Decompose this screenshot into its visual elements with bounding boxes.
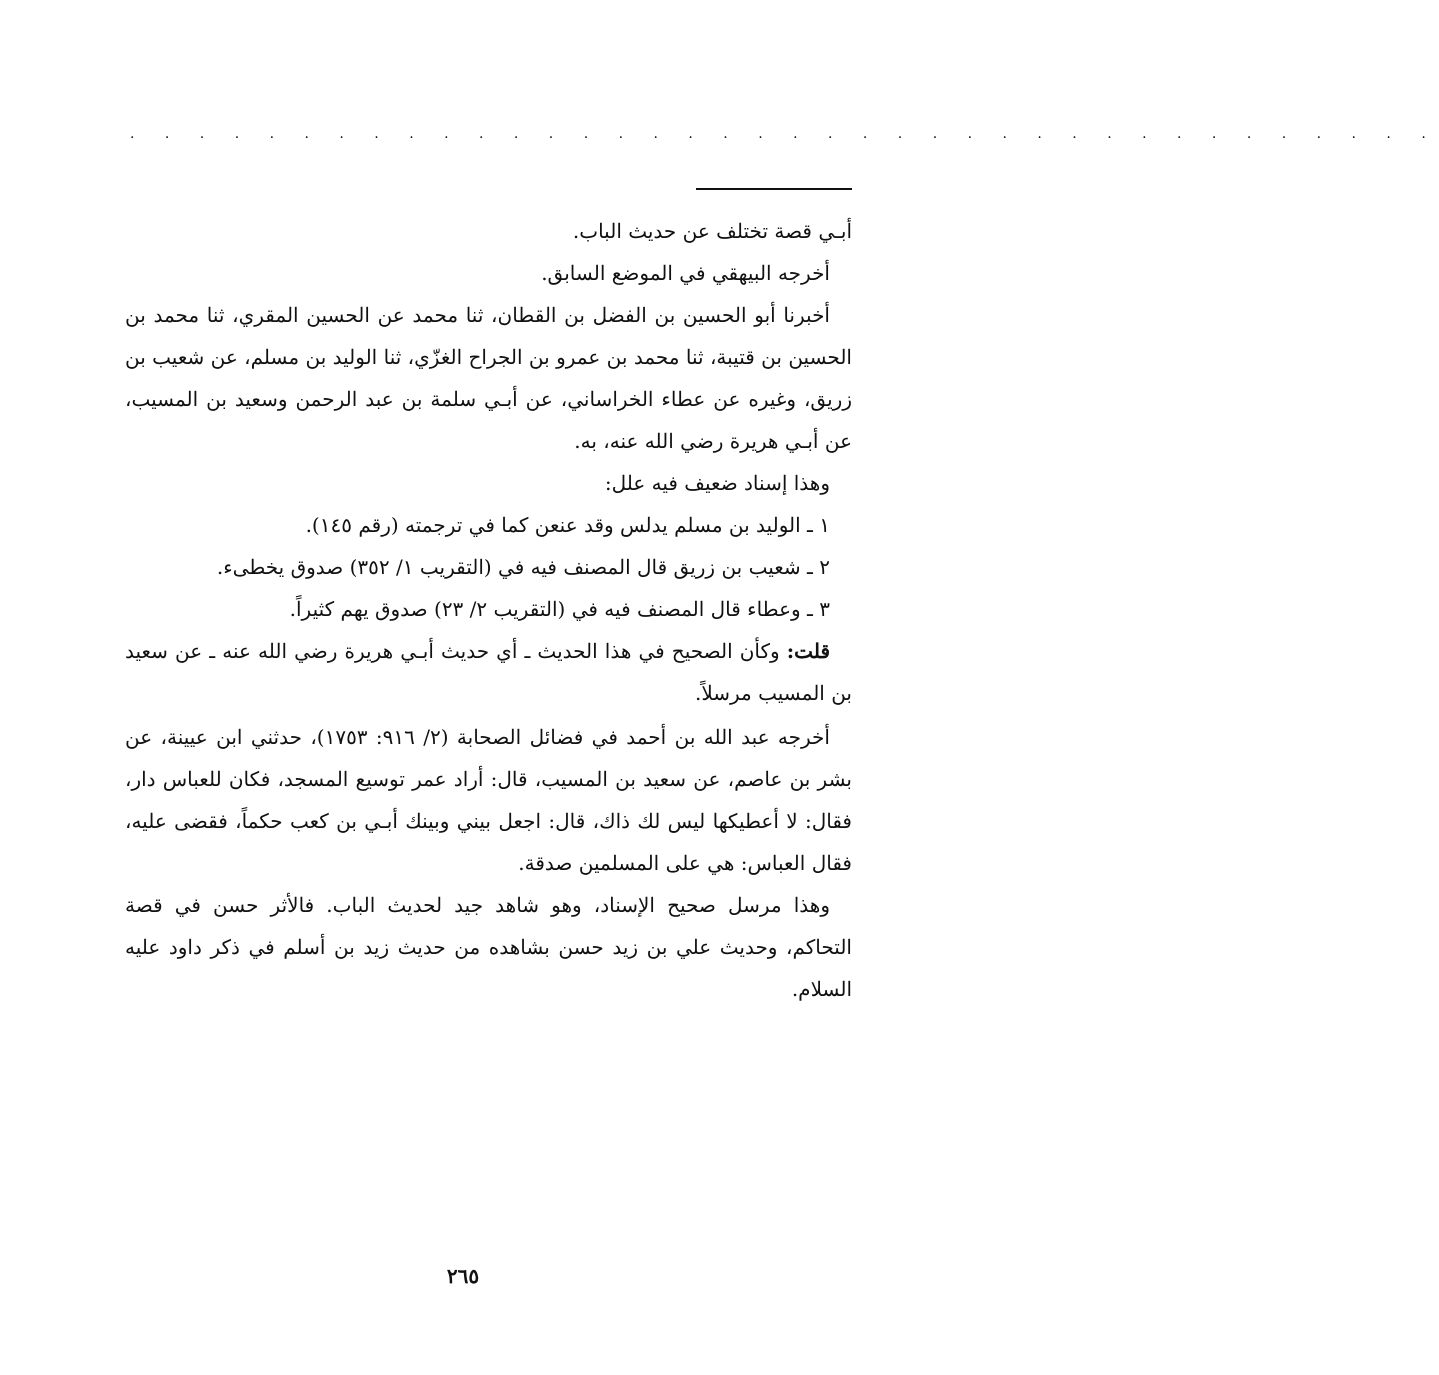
paragraph-intro: أبـي قصة تختلف عن حديث الباب.	[572, 219, 852, 243]
paragraph-conclusion: وهذا مرسل صحيح الإسناد، وهو شاهد جيد لحديث الباب. فالأثر حسن في قصة التحاكم، وحديث علي بن زيد حسن بشاهده من حديث زيد بن أسلم في ذكر داود عليه السلام.	[125, 893, 852, 1001]
paragraph-isnad: أخبرنا أبو الحسين بن الفضل بن القطان، ثنا محمد عن الحسين المقري، ثنا محمد بن الحسين بن قتيبة، ثنا محمد بن عمرو بن الجراح الغزّي، ثنا الوليد بن مسلم، عن شعيب بن زريق، وغيره عن عطاء الخراساني، عن أبـي سلمة بن عبد الرحمن وسعيد بن المسيب، عن أبـي هريرة رضي الله عنه، به.	[125, 303, 852, 453]
footnote-rule	[696, 188, 852, 190]
qult-label: قلت:	[786, 639, 830, 663]
paragraph-ilal-heading: وهذا إسناد ضعيف فيه علل:	[604, 471, 830, 495]
paragraph-takhrij-abdullah: أخرجه عبد الله بن أحمد في فضائل الصحابة (٢/ ٩١٦: ١٧٥٣)، حدثني ابن عيينة، عن بشر بن عاصم، عن سعيد بن المسيب، قال: أراد عمر توسيع المسجد، فكان للعباس دار، فقال: لا أعطيكها ليس لك ذاك، قال: اجعل بيني وبينك أبـي بن كعب حكماً، فقضى عليه، فقال العباس: هي على المسلمين صدقة.	[125, 725, 852, 875]
paragraph-illa-3: ٣ ـ وعطاء قال المصنف فيه في (التقريب ٢/ ٢٣) صدوق يهم كثيراً.	[289, 597, 830, 621]
qult-text: وكأن الصحيح في هذا الحديث ـ أي حديث أبـي هريرة رضي الله عنه ـ عن سعيد بن المسيب مرسلاً.	[125, 639, 852, 705]
page-number: ٢٦٥	[446, 1264, 480, 1288]
paragraph-illa-1: ١ ـ الوليد بن مسلم يدلس وقد عنعن كما في ترجمته (رقم ١٤٥).	[305, 513, 830, 537]
paragraph-illa-2: ٢ ـ شعيب بن زريق قال المصنف فيه في (التقريب ١/ ٣٥٢) صدوق يخطىء.	[216, 555, 830, 579]
page-body	[125, 210, 852, 1010]
paragraph-takhrij-bayhaqi: أخرجه البيهقي في الموضع السابق.	[541, 261, 830, 285]
paragraph-qult	[125, 630, 852, 714]
dotted-separator: . . . . . . . . . . . . . . . . . . . . . . . . . . . . . . . . . . . . . .	[130, 126, 1439, 142]
